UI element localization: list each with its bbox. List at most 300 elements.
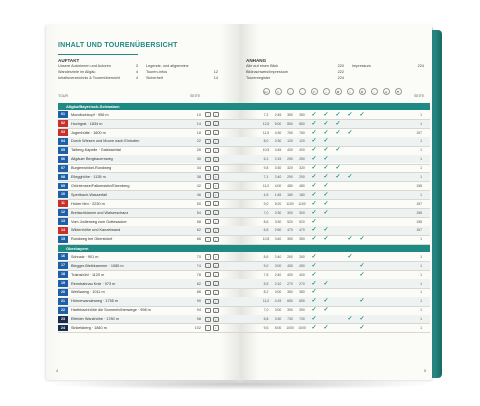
tour-ref: 1 xyxy=(420,121,422,126)
check-icon: ✓ xyxy=(311,253,317,260)
tour-stat: 390 xyxy=(299,308,305,313)
tour-name: Sperlbach-Wasserfall xyxy=(71,192,107,197)
terrain-icon: ◐ xyxy=(213,139,219,144)
tour-stat: 8,6 xyxy=(263,254,269,259)
tour-stat: 480 xyxy=(287,183,293,188)
tour-stats-row xyxy=(260,315,422,323)
tour-name: Breitachklamm und Walserschanz xyxy=(71,210,129,215)
tour-page: 30 xyxy=(196,157,201,162)
toc-line[interactable] xyxy=(246,64,344,68)
tour-stat: 270 xyxy=(287,281,293,286)
terrain-icon: ◐ xyxy=(213,174,219,179)
boot-icon: ◔ xyxy=(205,192,211,197)
column-icon-row xyxy=(260,88,404,95)
tour-stat: 7,1 xyxy=(263,175,269,180)
tour-page: 102 xyxy=(194,326,201,331)
check-icon: ✓ xyxy=(311,236,317,243)
column-icon-cell xyxy=(344,88,356,95)
check-icon: ✓ xyxy=(359,316,365,323)
column-icon-cell xyxy=(272,88,284,95)
tour-name: Burgenwinkel-Rundweg xyxy=(71,166,112,171)
tour-stat: 320 xyxy=(299,166,305,171)
toc-page: 224 xyxy=(337,76,344,80)
tour-stats-row xyxy=(260,155,422,163)
tour-name: Ellegghöhe · 1135 m xyxy=(71,175,106,180)
tour-stat: 5,5 xyxy=(263,281,269,286)
tour-row[interactable] xyxy=(58,164,240,172)
toc-line[interactable] xyxy=(146,70,218,74)
tour-stats-row xyxy=(260,262,422,270)
tour-ref: 1 xyxy=(420,326,422,331)
tour-stat: 2:40 xyxy=(274,254,282,259)
check-icon: ✓ xyxy=(323,209,329,216)
tour-stat: 390 xyxy=(287,308,293,313)
check-icon: ✓ xyxy=(311,174,317,181)
column-icon: ◈ xyxy=(383,88,390,95)
tour-row[interactable] xyxy=(58,226,240,234)
tour-row[interactable] xyxy=(58,279,240,287)
tour-difficulty-icons xyxy=(205,201,219,206)
tour-ref: 1 xyxy=(420,308,422,313)
tour-stat: 3:30 xyxy=(274,166,282,171)
tour-ref: 157 xyxy=(416,201,422,206)
tour-name: Jugenhütte · 1600 m xyxy=(71,130,106,135)
tour-ref: 158 xyxy=(416,219,422,224)
tour-number-badge: 03 xyxy=(58,129,68,136)
tour-name: Elfelder Wankhöhe · 1780 m xyxy=(71,317,119,322)
toc-page: 4 xyxy=(135,76,138,80)
page-title: INHALT UND TOURENÜBERSICHT xyxy=(58,42,178,49)
check-icon: ✓ xyxy=(323,120,329,127)
tour-stat: 250 xyxy=(299,157,305,162)
tour-page: 34 xyxy=(196,166,201,171)
tour-stat: 4:30 xyxy=(274,130,282,135)
boot-icon: ◔ xyxy=(205,299,211,304)
check-icon: ✓ xyxy=(323,165,329,172)
tour-stat: 260 xyxy=(287,254,293,259)
tour-stat: 290 xyxy=(299,175,305,180)
check-icon: ✓ xyxy=(311,156,317,163)
tour-name: Hoher Ifen · 2230 m xyxy=(71,201,105,206)
terrain-icon: ◐ xyxy=(213,130,219,135)
tour-stat: 260 xyxy=(299,254,305,259)
tour-stat: 290 xyxy=(287,175,293,180)
boot-icon: ◔ xyxy=(205,148,211,153)
column-icon: ✱ xyxy=(335,88,342,95)
check-icon: ✓ xyxy=(335,120,341,127)
toc-label: Inhaltsverzeichnis & Tourenübersicht xyxy=(58,76,120,80)
tour-stat: 730 xyxy=(299,317,305,322)
check-icon: ✓ xyxy=(323,280,329,287)
tour-stat: 7,0 xyxy=(263,210,269,215)
toc-line[interactable] xyxy=(58,70,138,74)
check-icon: ✓ xyxy=(323,129,329,136)
tour-page: 14 xyxy=(196,121,201,126)
check-icon: ✓ xyxy=(323,236,329,243)
tour-name: Talberg-Kapelle · Gaisbachtal xyxy=(71,148,121,153)
boot-icon: ◔ xyxy=(205,254,211,259)
tour-stat: 2:40 xyxy=(274,175,282,180)
tour-page: 78 xyxy=(196,272,201,277)
check-icon: ✓ xyxy=(311,165,317,172)
row-divider xyxy=(58,332,430,333)
tour-ref: 1 xyxy=(420,175,422,180)
tour-row[interactable] xyxy=(58,271,240,279)
tour-number-badge: 19 xyxy=(58,280,68,287)
boot-icon: ◔ xyxy=(205,201,211,206)
tour-stat: 3:45 xyxy=(274,148,282,153)
boot-icon: ◔ xyxy=(205,263,211,268)
check-icon: ✓ xyxy=(311,129,317,136)
tour-stat: 270 xyxy=(299,281,305,286)
check-icon: ✓ xyxy=(311,147,317,154)
tour-stat: 7,5 xyxy=(263,272,269,277)
tour-difficulty-icons xyxy=(205,263,219,268)
tour-name: Mondlochkopf · 956 m xyxy=(71,112,109,117)
tour-stats-row xyxy=(260,128,422,136)
tour-page: 46 xyxy=(196,192,201,197)
tour-name: Durch Wiesen und Moore nach Einhofen xyxy=(71,139,140,144)
tour-stats-row xyxy=(260,137,422,145)
anhang-heading: ANHANG xyxy=(246,58,267,63)
tour-number-badge: 15 xyxy=(58,236,68,243)
terrain-icon: ◐ xyxy=(213,281,219,286)
tour-number-badge: 06 xyxy=(58,156,68,163)
tour-stat: 1100 xyxy=(286,201,294,206)
boot-icon: ◔ xyxy=(205,281,211,286)
tour-stat: 350 xyxy=(299,237,305,242)
tour-difficulty-icons xyxy=(205,210,219,215)
toc-label: Sicherheit xyxy=(146,76,163,80)
tour-ref: 1 xyxy=(420,112,422,117)
tour-name: Hörnerwanderweg · 1755 m xyxy=(71,299,119,304)
tour-page: 94 xyxy=(196,308,201,313)
toc-label: Bildnachweis/Impressum xyxy=(246,70,288,74)
tour-stat: 650 xyxy=(299,299,305,304)
boot-icon: ◔ xyxy=(205,219,211,224)
tour-row[interactable] xyxy=(58,217,240,225)
tour-stat: 5:00 xyxy=(274,121,282,126)
check-icon: ✓ xyxy=(311,138,317,145)
toc-page: 3 xyxy=(135,64,138,68)
check-icon: ✓ xyxy=(323,200,329,207)
check-icon: ✓ xyxy=(347,129,353,136)
terrain-icon: ◐ xyxy=(213,299,219,304)
check-icon: ✓ xyxy=(311,289,317,296)
toc-page: 222 xyxy=(337,70,344,74)
toc-line[interactable] xyxy=(146,64,218,68)
column-icon-cell xyxy=(260,88,272,95)
tour-stat: 2:50 xyxy=(274,228,282,233)
boot-icon: ◔ xyxy=(205,237,211,242)
toc-line[interactable] xyxy=(58,64,138,68)
tour-name: Vom Jodlerweg zum Gottesacker xyxy=(71,219,127,224)
tour-stat: 8,6 xyxy=(263,219,269,224)
tour-row[interactable] xyxy=(58,297,240,305)
tour-stat: 3:30 xyxy=(274,219,282,224)
tour-stat: 2:40 xyxy=(274,272,282,277)
tour-number-badge: 16 xyxy=(58,253,68,260)
tour-page: 90 xyxy=(196,299,201,304)
tour-difficulty-icons xyxy=(205,308,219,313)
tour-row[interactable] xyxy=(58,137,240,145)
tour-stat: 760 xyxy=(287,130,293,135)
tour-difficulty-icons xyxy=(205,272,219,277)
check-icon: ✓ xyxy=(311,316,317,323)
tour-ref: 1 xyxy=(420,139,422,144)
tour-number-badge: 21 xyxy=(58,298,68,305)
toc-label: Touren-Infos xyxy=(146,70,168,74)
check-icon: ✓ xyxy=(311,227,317,234)
boot-icon: ◔ xyxy=(205,183,211,188)
check-icon: ✓ xyxy=(323,174,329,181)
tour-number-badge: 23 xyxy=(58,316,68,323)
tour-stat: 400 xyxy=(299,148,305,153)
impressum-page: 224 xyxy=(417,64,424,68)
tour-stat: 520 xyxy=(299,219,305,224)
column-icon: ↓ xyxy=(299,88,306,95)
check-icon: ✓ xyxy=(311,325,317,332)
tour-row[interactable] xyxy=(58,306,240,314)
left-page-number: 4 xyxy=(56,368,59,373)
tour-stats-row xyxy=(260,200,422,208)
boot-icon: ◔ xyxy=(205,228,211,233)
tour-row[interactable] xyxy=(58,128,240,136)
tour-stat: 2:15 xyxy=(274,157,282,162)
tour-row[interactable] xyxy=(58,324,240,332)
tour-stat: 11,5 xyxy=(262,130,270,135)
tour-stat: 120 xyxy=(299,139,305,144)
tour-stats-row xyxy=(260,253,422,261)
tour-page: 62 xyxy=(196,228,201,233)
tour-stat: 5:20 xyxy=(274,201,282,206)
tour-stat: 7,0 xyxy=(263,308,269,313)
tour-difficulty-icons xyxy=(205,290,219,295)
tour-number-badge: 24 xyxy=(58,325,68,332)
tour-stat: 450 xyxy=(299,263,305,268)
tour-stats-row xyxy=(260,271,422,279)
tour-stat: 1000 xyxy=(286,326,294,331)
toc-label: Unsere Autorinnen und Autoren xyxy=(58,64,111,68)
title-underline xyxy=(58,54,138,55)
check-icon: ✓ xyxy=(335,147,341,154)
impressum-line[interactable] xyxy=(352,64,424,68)
toc-label: Wanderziele im Allgäu xyxy=(58,70,96,74)
tour-row[interactable] xyxy=(58,155,240,163)
column-icon-cell xyxy=(284,88,296,95)
tour-row[interactable] xyxy=(58,146,240,154)
terrain-icon: ◐ xyxy=(213,157,219,162)
tour-stat: 3:40 xyxy=(274,237,282,242)
tour-stat: 450 xyxy=(287,263,293,268)
tour-stat: 2:30 xyxy=(274,139,282,144)
tour-stats-row xyxy=(260,324,422,332)
tour-row[interactable] xyxy=(58,173,240,181)
column-icon-cell xyxy=(368,88,380,95)
tour-stat: 850 xyxy=(299,121,305,126)
tour-stat: 400 xyxy=(287,148,293,153)
tour-stat: 520 xyxy=(287,219,293,224)
tour-difficulty-icons xyxy=(205,237,219,242)
col-seite: SEITE xyxy=(190,94,201,98)
toc-line[interactable] xyxy=(246,76,344,80)
tour-stat: 3:30 xyxy=(274,317,282,322)
check-icon: ✓ xyxy=(347,316,353,323)
tour-number-badge: 04 xyxy=(58,138,68,145)
tour-stats-row xyxy=(260,111,422,119)
tour-row[interactable] xyxy=(58,235,240,243)
check-icon: ✓ xyxy=(311,262,317,269)
tour-number-badge: 11 xyxy=(58,200,68,207)
boot-icon: ◔ xyxy=(205,317,211,322)
tour-stats-row xyxy=(260,164,422,172)
tour-stat: 11,0 xyxy=(262,299,270,304)
tour-stat: 9,8 xyxy=(263,166,269,171)
tour-stat: 2:30 xyxy=(274,210,282,215)
tour-difficulty-icons xyxy=(205,325,219,330)
tour-number-badge: 08 xyxy=(58,174,68,181)
tour-row[interactable] xyxy=(58,288,240,296)
tour-stat: 7,2 xyxy=(263,112,269,117)
terrain-icon: ◐ xyxy=(213,228,219,233)
tour-name: Trainsbühl · 1120 m xyxy=(71,272,105,277)
tour-page: 74 xyxy=(196,263,201,268)
column-icon: ⌂ xyxy=(323,88,330,95)
tour-stat: 1100 xyxy=(298,201,306,206)
toc-line[interactable] xyxy=(246,70,344,74)
tour-difficulty-icons xyxy=(205,192,219,197)
check-icon: ✓ xyxy=(311,209,317,216)
tour-page: 58 xyxy=(196,219,201,224)
tour-page: 54 xyxy=(196,210,201,215)
tour-stats-row xyxy=(260,288,422,296)
col-seite-right: SEITE xyxy=(414,94,425,98)
check-icon: ✓ xyxy=(323,307,329,314)
tour-stat: 350 xyxy=(299,112,305,117)
check-icon: ✓ xyxy=(323,111,329,118)
tour-name: Weißwang · 1011 m xyxy=(71,290,105,295)
terrain-icon: ◐ xyxy=(213,183,219,188)
tour-stat: 10,5 xyxy=(262,148,270,153)
terrain-icon: ◐ xyxy=(213,308,219,313)
check-icon: ✓ xyxy=(335,174,341,181)
column-icon: h xyxy=(275,88,282,95)
tour-ref: 157 xyxy=(416,228,422,233)
check-icon: ✓ xyxy=(335,111,341,118)
region-band xyxy=(58,245,240,252)
tour-stat: 4:15 xyxy=(274,299,282,304)
column-icon: ↑ xyxy=(287,88,294,95)
terrain-icon: ◐ xyxy=(213,272,219,277)
tour-stat: 6,2 xyxy=(263,157,269,162)
check-icon: ✓ xyxy=(323,227,329,234)
tour-stat: 350 xyxy=(287,112,293,117)
check-icon: ✓ xyxy=(311,218,317,225)
column-icon: ✚ xyxy=(359,88,366,95)
boot-icon: ◔ xyxy=(205,139,211,144)
tour-stat: 250 xyxy=(287,157,293,162)
tour-stat: 6,8 xyxy=(263,317,269,322)
check-icon: ✓ xyxy=(335,129,341,136)
column-icon-cell xyxy=(392,88,404,95)
toc-line[interactable] xyxy=(58,76,138,80)
check-icon: ✓ xyxy=(311,298,317,305)
tour-row[interactable] xyxy=(58,120,240,128)
boot-icon: ◔ xyxy=(205,130,211,135)
tour-row[interactable] xyxy=(58,262,240,270)
toc-label: Tourenregister xyxy=(246,76,271,80)
tour-difficulty-icons xyxy=(205,148,219,153)
tour-name: Schnaiz · 901 m xyxy=(71,254,99,259)
tour-stat: 730 xyxy=(287,317,293,322)
tour-page: 66 xyxy=(196,237,201,242)
tour-number-badge: 20 xyxy=(58,289,68,296)
check-icon: ✓ xyxy=(359,325,365,332)
terrain-icon: ◐ xyxy=(213,219,219,224)
tour-stat: 470 xyxy=(299,228,305,233)
tour-stat: 380 xyxy=(287,290,293,295)
toc-label: Alle auf einen Blick xyxy=(246,64,279,68)
check-icon: ✓ xyxy=(359,236,365,243)
boot-icon: ◔ xyxy=(205,272,211,277)
tour-difficulty-icons xyxy=(205,317,219,322)
tour-row[interactable] xyxy=(58,209,240,217)
tour-stat: 3:00 xyxy=(274,290,282,295)
column-icon: P xyxy=(311,88,318,95)
right-page-number: 5 xyxy=(424,368,427,373)
column-icon: km xyxy=(264,90,268,94)
tour-row[interactable] xyxy=(58,200,240,208)
tour-difficulty-icons xyxy=(205,254,219,259)
tour-stat: 2:45 xyxy=(274,112,282,117)
tour-difficulty-icons xyxy=(205,174,219,179)
check-icon: ✓ xyxy=(311,307,317,314)
tour-stat: 1:45 xyxy=(274,192,282,197)
tour-stat: 300 xyxy=(287,210,293,215)
check-icon: ✓ xyxy=(323,138,329,145)
tour-difficulty-icons xyxy=(205,121,219,126)
tour-difficulty-icons xyxy=(205,219,219,224)
tour-stat: 480 xyxy=(299,183,305,188)
tour-number-badge: 01 xyxy=(58,111,68,118)
teal-cover-edge xyxy=(432,30,442,378)
tour-row[interactable] xyxy=(58,315,240,323)
terrain-icon: ◐ xyxy=(213,210,219,215)
toc-line[interactable] xyxy=(146,76,218,80)
check-icon: ✓ xyxy=(347,253,353,260)
tour-stat: 400 xyxy=(299,272,305,277)
toc-label: Legende, und allgemeine xyxy=(146,64,189,68)
tour-page: 50 xyxy=(196,201,201,206)
check-icon: ✓ xyxy=(323,147,329,154)
tour-row[interactable] xyxy=(58,253,240,261)
tour-row[interactable] xyxy=(58,111,240,119)
terrain-icon: ◐ xyxy=(213,290,219,295)
tour-row[interactable] xyxy=(58,191,240,199)
tour-row[interactable] xyxy=(58,182,240,190)
region-band-right xyxy=(240,245,430,252)
tour-number-badge: 09 xyxy=(58,183,68,190)
check-icon: ✓ xyxy=(359,298,365,305)
boot-icon: ◔ xyxy=(205,325,211,330)
boot-icon: ◔ xyxy=(205,157,211,162)
terrain-icon: ◐ xyxy=(213,263,219,268)
tour-number-badge: 13 xyxy=(58,218,68,225)
tour-difficulty-icons xyxy=(205,112,219,117)
check-icon: ✓ xyxy=(359,262,365,269)
boot-icon: ◔ xyxy=(205,112,211,117)
tour-stats-row xyxy=(260,120,422,128)
